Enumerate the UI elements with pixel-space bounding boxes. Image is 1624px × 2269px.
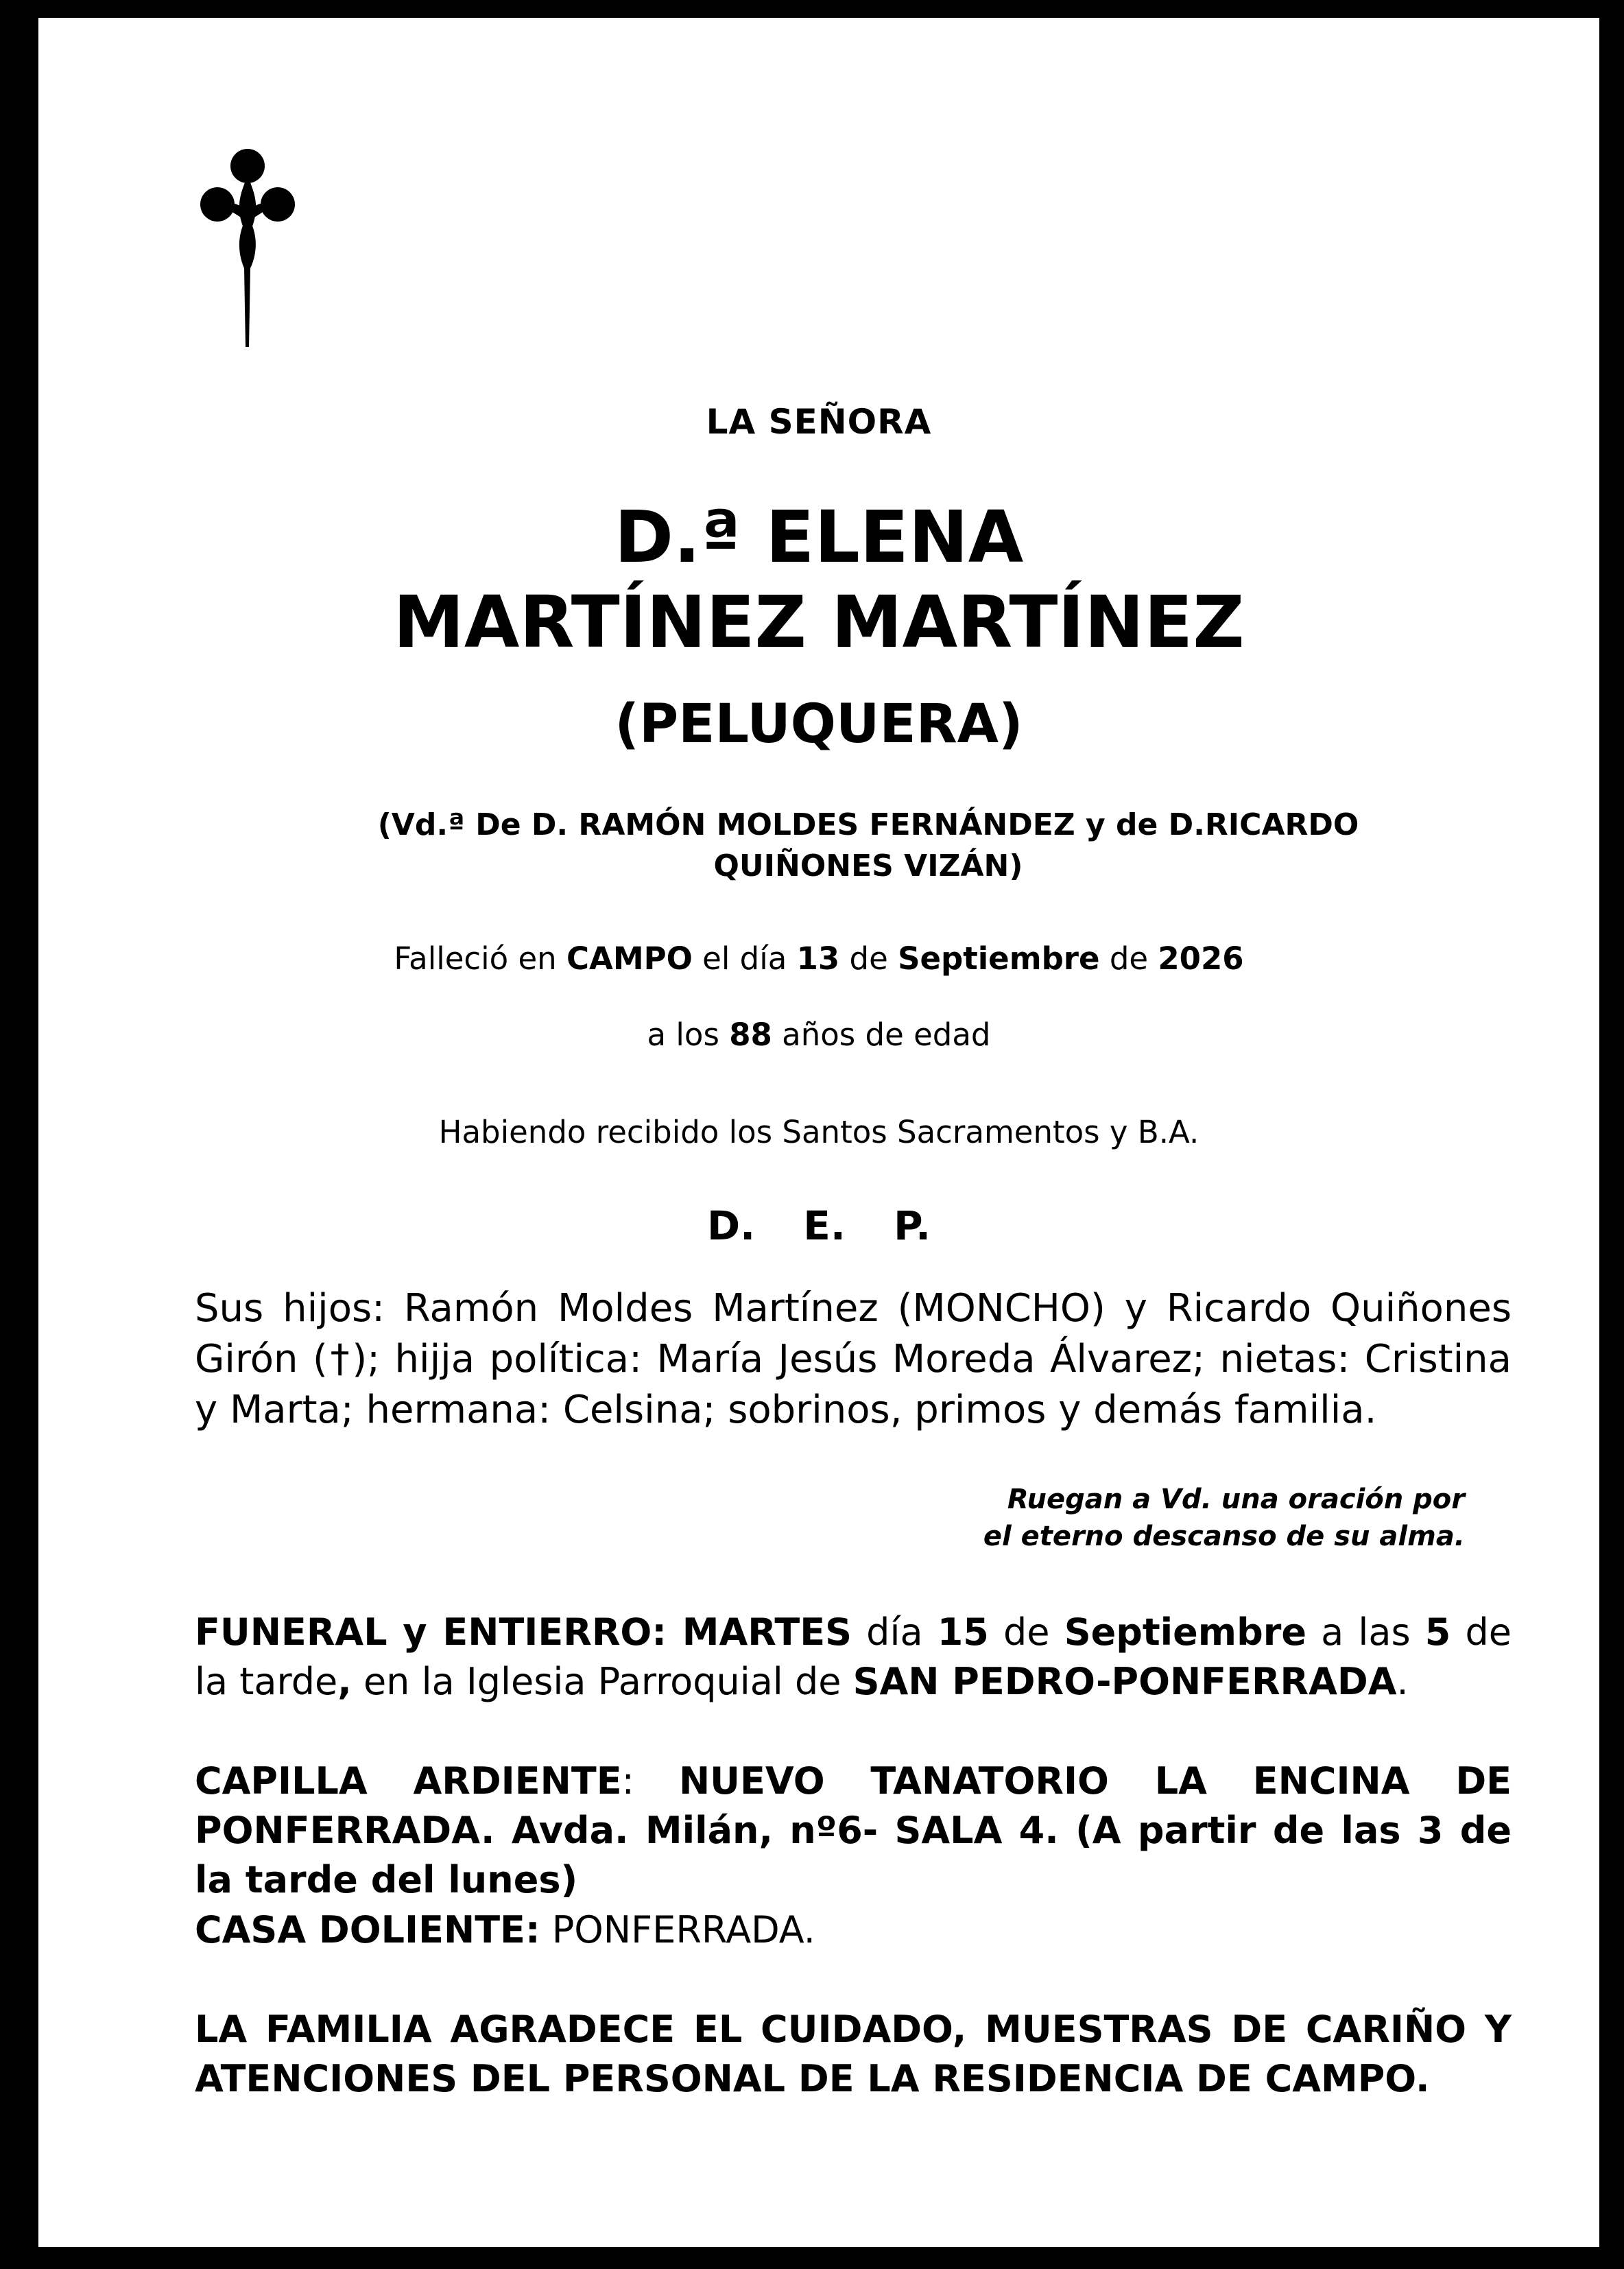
widow-line2: QUIÑONES VIZÁN): [713, 848, 1023, 883]
age-value: 88: [729, 1017, 772, 1053]
funeral-comma: ,: [337, 1660, 352, 1703]
funeral-paragraph: [195, 1608, 1512, 1707]
house-paragraph: [195, 1905, 1512, 1955]
cross-icon: [200, 148, 296, 347]
funeral-text-4: de la tarde: [195, 1611, 1512, 1703]
chapel-place: NUEVO TANATORIO LA ENCINA DE PONFERRADA. Avda. Milán, nº6- SALA 4. (A partir de las 3 de la tarde del lunes): [195, 1759, 1512, 1901]
chapel-colon: :: [621, 1759, 679, 1803]
obituary-sheet: [38, 18, 1599, 2247]
prayer-line1: Ruegan a Vd. una oración por: [1007, 1484, 1465, 1515]
deceased-profession: (PELUQUERA): [614, 693, 1023, 755]
deceased-name: [38, 495, 1599, 665]
death-text-4: de: [1099, 940, 1158, 977]
death-month: Septiembre: [898, 940, 1100, 977]
prayer-line2: el eterno descanso de su alma.: [983, 1521, 1465, 1552]
chapel-paragraph: [195, 1757, 1512, 1905]
age-notice: [38, 1017, 1599, 1053]
death-day: 13: [796, 940, 840, 977]
death-text-3: de: [839, 940, 898, 977]
funeral-end: .: [1396, 1660, 1409, 1703]
deceased-name-line1: D.ª ELENA: [614, 495, 1024, 579]
funeral-label: FUNERAL y ENTIERRO: MARTES: [195, 1611, 852, 1654]
funeral-hour: 5: [1424, 1611, 1451, 1654]
deceased-name-line2: MARTÍNEZ MARTÍNEZ: [393, 580, 1245, 664]
death-place: CAMPO: [566, 940, 693, 977]
family-paragraph: Sus hijos: Ramón Moldes Martínez (MONCHO) y Ricardo Quiñones Girón (†); hijja política: María Jesús Moreda Álvarez; nietas: Cristina y Marta; hermana: Celsina; sobrinos, primos y demás familia.: [195, 1286, 1512, 1432]
widow-note: [368, 805, 1369, 887]
house-label: CASA DOLIENTE:: [195, 1908, 540, 1951]
death-text-2: el día: [692, 940, 797, 977]
funeral-text-1: día: [852, 1611, 938, 1654]
prayer-request: [983, 1481, 1465, 1555]
funeral-text-5: en la Iglesia Parroquial de: [351, 1660, 853, 1703]
funeral-text-3: a las: [1306, 1611, 1425, 1654]
widow-line1: (Vd.ª De D. RAMÓN MOLDES FERNÁNDEZ y de D.RICARDO: [377, 807, 1359, 842]
dep-heading: D. E. P.: [706, 1202, 931, 1249]
sacraments-note: Habiendo recibido los Santos Sacramentos y B.A.: [438, 1114, 1199, 1150]
death-notice: [38, 940, 1599, 977]
thanks-paragraph: LA FAMILIA AGRADECE EL CUIDADO, MUESTRAS DE CARIÑO Y ATENCIONES DEL PERSONAL DE LA RESIDENCIA DE CAMPO.: [195, 2008, 1512, 2100]
death-year: 2026: [1158, 940, 1244, 977]
funeral-month: Septiembre: [1064, 1611, 1306, 1654]
house-value: PONFERRADA.: [540, 1908, 815, 1951]
death-text-1: Falleció en: [394, 940, 566, 977]
chapel-label: CAPILLA ARDIENTE: [195, 1759, 622, 1803]
age-text-1: a los: [647, 1017, 730, 1053]
funeral-text-2: de: [988, 1611, 1064, 1654]
age-text-2: años de edad: [772, 1017, 991, 1053]
page-title: LA SEÑORA: [706, 402, 932, 442]
funeral-day: 15: [937, 1611, 989, 1654]
funeral-church: SAN PEDRO-PONFERRADA: [852, 1660, 1397, 1703]
